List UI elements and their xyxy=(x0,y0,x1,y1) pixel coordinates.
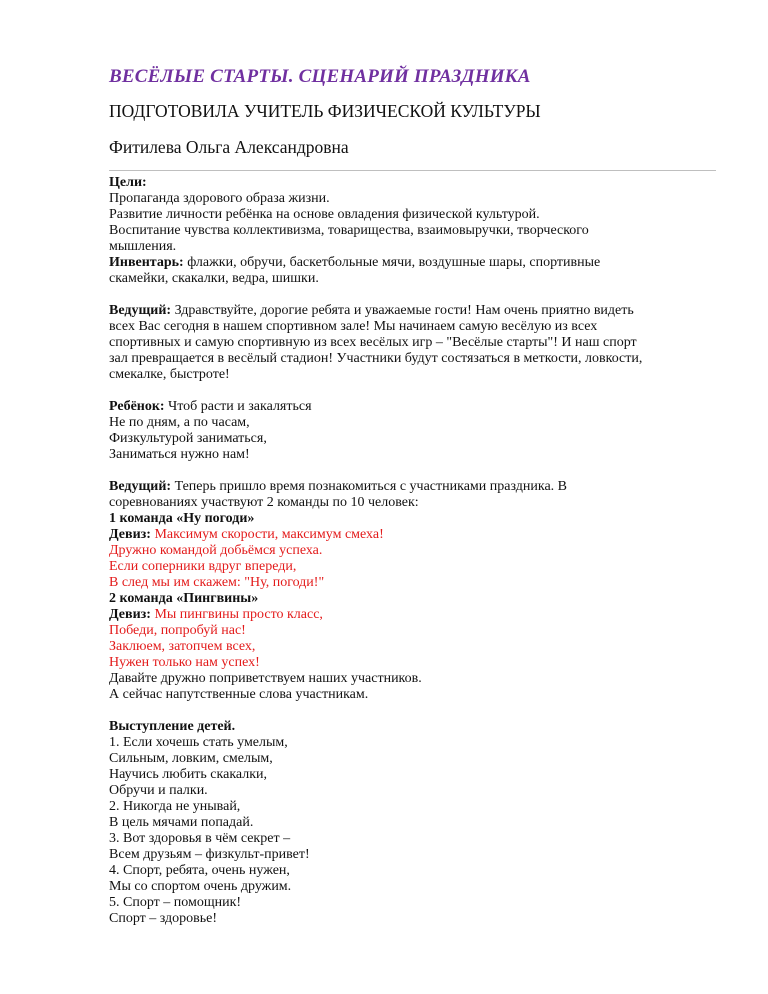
divider xyxy=(109,170,716,171)
motto-line: Нужен только нам успех! xyxy=(109,655,260,670)
team-2-motto: Девиз: Мы пингвины просто класс, xyxy=(109,607,323,622)
document-title: ВЕСЁЛЫЕ СТАРТЫ. СЦЕНАРИЙ ПРАЗДНИКА xyxy=(109,66,531,87)
host-line: смекалке, быстроте! xyxy=(109,367,230,382)
poem-line: Всем друзьям – физкульт-привет! xyxy=(109,847,310,862)
performance-heading: Выступление детей. xyxy=(109,719,236,734)
motto-line: Победи, попробуй нас! xyxy=(109,623,246,638)
poem-line: В цель мячами попадай. xyxy=(109,815,254,830)
poem-line: 5. Спорт – помощник! xyxy=(109,895,242,910)
poem-line: Спорт – здоровье! xyxy=(109,911,218,926)
poem-line: 2. Никогда не унывай, xyxy=(109,799,241,814)
motto-line: Если соперники вдруг впереди, xyxy=(109,559,297,574)
goal-line: Воспитание чувства коллективизма, товарищества, взаимовыручки, творческого xyxy=(109,223,589,238)
motto-label: Девиз: xyxy=(109,527,151,542)
goals-heading: Цели: xyxy=(109,175,147,190)
goal-line: мышления. xyxy=(109,239,177,254)
inventory-line: Инвентарь: флажки, обручи, баскетбольные мячи, воздушные шары, спортивные xyxy=(109,255,601,270)
poem-line: Мы со спортом очень дружим. xyxy=(109,879,292,894)
child-line: Заниматься нужно нам! xyxy=(109,447,250,462)
poem-line: 3. Вот здоровья в чём секрет – xyxy=(109,831,291,846)
closing-line: А сейчас напутственные слова участникам. xyxy=(109,687,369,702)
host-line: Ведущий: Теперь пришло время познакомиться с участниками праздника. В xyxy=(109,479,568,494)
team-1-motto: Девиз: Максимум скорости, максимум смеха! xyxy=(109,527,384,542)
author-name: Фитилева Ольга Александровна xyxy=(109,137,349,157)
motto-line: Дружно командой добьёмся успеха. xyxy=(109,543,323,558)
team-2-name: 2 команда «Пингвины» xyxy=(109,591,259,606)
host-line: соревнованиях участвуют 2 команды по 10 человек: xyxy=(109,495,419,510)
poem-line: 4. Спорт, ребята, очень нужен, xyxy=(109,863,290,878)
document-subtitle: ПОДГОТОВИЛА УЧИТЕЛЬ ФИЗИЧЕСКОЙ КУЛЬТУРЫ xyxy=(109,101,541,121)
inventory-line: скамейки, скакалки, ведра, шишки. xyxy=(109,271,319,286)
child-line: Не по дням, а по часам, xyxy=(109,415,250,430)
poem-line: Обручи и палки. xyxy=(109,783,208,798)
poem-line: Сильным, ловким, смелым, xyxy=(109,751,273,766)
poem-line: Научись любить скакалки, xyxy=(109,767,268,782)
child-line: Ребёнок: Чтоб расти и закаляться xyxy=(109,399,312,414)
goal-line: Пропаганда здорового образа жизни. xyxy=(109,191,330,206)
goal-line: Развитие личности ребёнка на основе овладения физической культурой. xyxy=(109,207,540,222)
document-body xyxy=(109,175,719,927)
motto-line: В след мы им скажем: "Ну, погоди!" xyxy=(109,575,325,590)
poem-line: 1. Если хочешь стать умелым, xyxy=(109,735,288,750)
motto-label: Девиз: xyxy=(109,607,151,622)
child-line: Физкультурой заниматься, xyxy=(109,431,267,446)
inventory-label: Инвентарь: xyxy=(109,255,184,270)
host-line: Ведущий: Здравствуйте, дорогие ребята и уважаемые гости! Нам очень приятно видеть xyxy=(109,303,634,318)
speaker-label: Ребёнок: xyxy=(109,399,165,414)
host-line: всех Вас сегодня в нашем спортивном зале! Мы начинаем самую весёлую из всех xyxy=(109,319,598,334)
closing-line: Давайте дружно поприветствуем наших участников. xyxy=(109,671,422,686)
host-line: зал превращается в весёлый стадион! Участники будут состязаться в меткости, ловкости, xyxy=(109,351,643,366)
motto-line: Заклюем, затопчем всех, xyxy=(109,639,256,654)
team-1-name: 1 команда «Ну погоди» xyxy=(109,511,255,526)
speaker-label: Ведущий: xyxy=(109,479,172,494)
host-line: спортивных и самую спортивную из всех весёлых игр – "Весёлые старты"! И наш спорт xyxy=(109,335,637,350)
speaker-label: Ведущий: xyxy=(109,303,172,318)
